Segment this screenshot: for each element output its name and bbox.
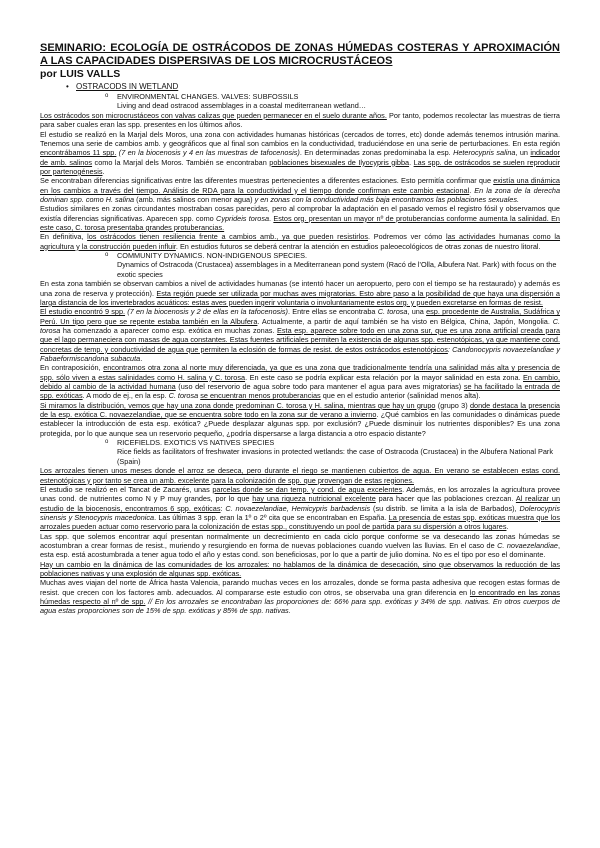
text-run: lo encontrado en las zonas húmedas respecto al nº de spp.	[40, 587, 560, 607]
bullet-dot-icon: •	[66, 82, 69, 91]
text-run: C. novaezelandiae	[497, 541, 558, 550]
text-run: Las spp. que solemos encontrar aquí presentan normalmente un decrecimiento en cada ciclo porque conforme se va desecando las zonas húmedas se acostumbran a crear formas de resist., muriendo y resurgiendo en forma de nuevas poblaciones cuando vuelven las lluvias. En el caso de	[40, 531, 560, 550]
text-run: El estudio se realizó en la Marjal dels Moros, una zona con actividades humanas históricas (cercados de torres, etc) donde además tenemos intrusión marina. Tenemos una serie de cambios amb. y geográficos que al final son cambios en la conductividad, traduciéndose en una serie de perturbaciones. En esta región	[40, 129, 560, 148]
text-run: . En estudios futuros se deberá centrar la atención en estudios paleoecológicos de otras zonas de nuestro litoral.	[175, 241, 541, 251]
paragraph	[40, 532, 560, 560]
text-run: . Las últimas 3 spp. eran la 1º o 2º cita que se encontraban en España.	[154, 512, 389, 522]
text-run: . Además, en los arrozales la agricultura provee unas cond. de nutrientes como N y P muy grandes, por lo que	[40, 484, 560, 504]
text-run: Heterocypris salina	[453, 148, 516, 158]
subsection-reference: Rice fields as facilitators of freshwater invasions in protected wetlands: the case of Ostracoda (Crustacea) in the Albufera National Park (Spain)	[117, 447, 553, 466]
text-run: , una	[407, 307, 427, 317]
text-run: El estudio se realizó en el Tancat de Zacarés, unas	[40, 484, 213, 494]
text-run: . En determinadas zonas predominaba la esp.	[299, 148, 454, 158]
text-run: Se encontraban diferencias significativas entre las diferentes muestras pertenecientes a diferentes estaciones. Esto permitía confirmar que	[40, 176, 494, 186]
author-line: por LUIS VALLS	[40, 68, 121, 80]
text-run: . Actualmente, a partir de aquí también se ha visto en Bélgica, China, Japón, Mongolia.	[257, 316, 553, 326]
section-bullet-wetland	[40, 82, 560, 92]
text-run: C. novaezelandiae, Hemicypris barbadensis	[225, 503, 371, 513]
text-run: . Podremos ver cómo	[368, 232, 446, 242]
text-run: , esta esp. está acostumbrada a tener agua todo el año y estas cond. son beneficiosas, por lo que a partir de julio domina. No es el tipo por eso el dominante.	[40, 541, 560, 560]
subsection-heading-label: ENVIRONMENTAL CHANGES. VALVES: SUBFOSSILS	[117, 92, 299, 101]
text-run: y en zonas con la conductividad más baja encontramos las poblaciones sexuales.	[254, 194, 520, 204]
text-run: :	[220, 503, 226, 513]
text-run: . ¿Qué cambios en las comunidades o dinámicas puede establecer la introducción de esta esp. exótica? ¿Puede desplazar algunas spp. por exclusión? ¿Puede disminuir los nutrientes disponibles? Es una zona protegida, por lo que aunque sea un reservorio pequeño, ¿podría dispersarse a larga distancia a otro espacio distante?	[40, 410, 560, 438]
text-run: .	[409, 157, 414, 167]
text-run: : Candonocypris novaezelandiae y Fabaeformiscandona subacuta	[40, 344, 560, 363]
paragraph	[40, 204, 560, 232]
text-run: donde destaca la presencia de la esp. exótica C. novaezelandiae, que se encuentra sobre todo en la zona sur de verano a invierno	[40, 400, 560, 419]
subsection-heading-label: RICEFIELDS. EXOTICS VS NATIVES SPECIES	[117, 438, 275, 448]
text-run: .	[506, 522, 509, 532]
text-run: C. torosa	[377, 307, 408, 317]
text-run: Esta esp. aparece sobre todo en una zona sur, que es una zona artificial creada para que el lago permaneciera con masas de agua constantes. Estas fuentes artificiales permiten la existencia de algunas spp. estenotópicas, ya que mantiene cond. concretas de temp. y conductividad de agua que permiten la eclosión de formas de resist. de estos ostrácodos estenotópicos	[40, 325, 561, 354]
text-run: .	[269, 213, 274, 223]
text-run: esp. procedente de Australia, Sudáfrica y Perú. Un tipo pero que se repente estaba también en la Albufera	[40, 307, 560, 326]
text-run: Si miramos la distribución, vemos que hay una zona donde predominan C. torosa y H. salina, mientras que hay un grupo	[40, 400, 436, 410]
bullet-label: OSTRACODS IN WETLAND	[76, 82, 179, 91]
text-run: ha comenzado a aparecer como esp. exótica en muchas zonas.	[60, 325, 278, 335]
section2-paragraphs	[40, 279, 560, 438]
section1-paragraphs	[40, 111, 560, 251]
text-run: poblaciones bisexuales de Ilyocypris gibba	[269, 157, 410, 167]
text-run: En definitiva,	[40, 232, 88, 242]
text-run: Estos org. presentan un mayor nº de protuberancias conforme aumenta la salinidad. En este caso, C. torosa presentaba grandes protuberancias.	[40, 213, 560, 232]
paragraph	[40, 111, 560, 130]
text-run: Esta región puede ser utilizada por muchas aves migratorias. Esto abre paso a la posibilidad de que haya una dispersión a larga distancia de los invertebrados acuáticos: estas aves pueden ingerir voluntaria o involuntariamente estos org. y pueden excretarse en formas de resist.	[40, 288, 560, 307]
text-run: Hay un cambio en la dinámica de las comunidades de los arrozales: no hablamos de la dinámica de desecación, sino que observamos la reducción de las poblaciones nativas y una explosión de algunas spp. exóticas.	[40, 559, 560, 579]
subsection-heading-environmental	[40, 92, 560, 101]
text-run: que en el estudio anterior (salinidad menos alta).	[320, 391, 481, 401]
subsection-heading-label: COMMUNITY DYNAMICS. NON-INDIGENOUS SPECIES.	[117, 250, 308, 260]
text-run: encontramos otra zona al norte muy diferenciada, ya que es una zona que tradicionalmente tendría una salinidad más alta y presencia de spp. sólo viven a estas salinidades como H. salina y C. torosa	[40, 363, 560, 382]
text-run: En contraposición,	[40, 363, 104, 373]
text-run: Los ostrácodos son microcrustáceos con valvas calizas que pueden permanecer en el suelo durante años.	[40, 110, 387, 120]
text-run: parcelas donde se dan temp. y cond. de agua excelentes	[212, 484, 403, 494]
paragraph	[40, 232, 560, 251]
text-run: indicador de amb. salinos	[40, 148, 560, 167]
text-run: .	[140, 353, 143, 363]
text-run: Dolerocypris sinensis y Stenocypris macedonica	[40, 503, 560, 522]
text-run: (7 en la biocenosis y 4 en las muestras de tafocenosis)	[116, 148, 300, 158]
text-run: se ha facilitado la entrada de spp. exóticas	[40, 381, 560, 401]
text-run: // En los arrozales se encontraban las proporciones de: 66% para spp. exóticas y 34% de spp. nativas. En otros cuerpos de agua estas proporciones son de 15% de spp. exóticas y 85% de spp. nativas.	[40, 597, 561, 616]
text-run: (uso del reservorio de agua sobre todo para mantener el agua para aves migratorias)	[175, 381, 464, 391]
text-run: . Entre ellas se encontraba	[287, 307, 378, 317]
text-run: La presencia de estas spp. exóticas muestra que los arrozales pueden actuar como reservorio para la colonización de estas spp., constituyendo un pool de partida para su dispersión a otros lugares	[40, 512, 561, 532]
paragraph	[40, 279, 560, 307]
text-run: En la zona de la derecha dominan spp. como H. salina	[40, 185, 560, 204]
text-run: Al realizar un estudio de la biocenosis, encontramos 6 spp. exóticas	[40, 494, 561, 513]
section3-paragraphs	[40, 466, 560, 616]
subsection-heading-ricefields	[40, 438, 560, 447]
text-run: Cyprideis torosa	[216, 213, 270, 223]
text-run: (grupo 3)	[435, 400, 470, 410]
text-run: (7 en la biocenosis y 2 de ellas en la tafocenosis)	[125, 307, 288, 317]
paragraph	[40, 130, 560, 177]
text-run: Las spp. de ostrácodos se suelen reproducir por partenogénesis	[40, 157, 560, 176]
bullet-circle-icon: o	[105, 439, 109, 446]
text-run: se encuentran menos protuberancias	[200, 391, 321, 401]
text-run: para hacer que las poblaciones crezcan.	[375, 494, 516, 504]
text-run: Los arrozales tienen unos meses donde el arroz se deseca, pero durante el riego se mantienen cubiertos de agua. En verano se establecen estas cond. estenotópicas y por tanto se crea un amb. excelente para la colonización de spp. que provengan de estas regiones.	[40, 466, 560, 485]
text-run: , un	[515, 148, 531, 158]
text-run: El estudio encontró 9 spp.	[40, 307, 126, 317]
text-run: encontrábamos 11 spp.	[40, 148, 117, 158]
paragraph	[40, 401, 560, 438]
paragraph	[40, 466, 560, 485]
text-run: como la Marjal dels Moros. También se encontraban	[92, 157, 270, 167]
text-run: existía una dinámica en los cambios a través del tiempo. Análisis de RDA para la conductividad y el tiempo donde confirman este cambio estacional	[40, 176, 560, 195]
text-run: (su distrib. se limita a la isla de Barbados),	[370, 503, 520, 513]
text-run: C. torosa	[168, 391, 199, 401]
text-run: C. torosa	[40, 316, 561, 335]
paragraph	[40, 578, 560, 615]
text-run: En esta zona también se observan cambios a nivel de actividades humanas (se intentó hacer un aeropuerto, pero con el tiempo se ha restaurado) y además es una zona de reserva y protección).	[40, 279, 560, 298]
subsection-reference: Dynamics of Ostracoda (Crustacea) assemblages in a Mediterranean pond system (Racó de l'Olla, Albufera Nat. Park) with focus on the exotic species	[117, 260, 557, 279]
text-run: Por tanto, podemos recolectar las muestras de tierra para saber cuales eran las spp. presentes en los últimos años.	[40, 110, 560, 130]
text-run: los ostrácodos tienen resiliencia frente a cambios amb., ya que pueden resistirlos	[87, 232, 368, 242]
paragraph	[40, 485, 560, 532]
paragraph	[40, 176, 560, 204]
bullet-circle-icon: o	[105, 251, 109, 258]
text-run: . A modo de ej., en la esp.	[82, 391, 169, 401]
paragraph	[40, 560, 560, 579]
paragraph	[40, 307, 560, 363]
text-run: Muchas aves viajan del norte de África hasta Valencia, parando muchas veces en los arrozales, donde se forma pasta adhesiva que recogen estas formas de resist. que crecen con los factores amb. adecuados. Al compararse este estudio con otros, se observaba una gran diferencia en	[40, 578, 560, 597]
bullet-circle-icon: o	[105, 93, 109, 99]
paragraph	[40, 363, 560, 400]
subsection-reference: Living and dead ostracod assemblages in a coastal mediterranean wetland…	[117, 101, 367, 111]
text-run: las actividades humanas como la agricultura y la construcción pueden influir	[40, 232, 561, 251]
text-run: En cambio, debido al cambio de la actividad humana	[40, 372, 560, 391]
text-run: (amb. más salinos con menor agua)	[134, 194, 255, 204]
text-run: .	[102, 166, 105, 176]
document-title: SEMINARIO: ECOLOGÍA DE OSTRÁCODOS DE ZONAS HÚMEDAS COSTERAS Y APROXIMACIÓN A LAS CAPACIDADES DISPERSIVAS DE LOS MICROCRUSTÁCEOS	[40, 42, 560, 67]
text-run: Estudios similares en zonas circundantes mostraban cosas parecidas, pero al comprobar la adaptación en el pasado vemos el registro fósil y observamos que existía diferencias significativas. Aparecen spp. como	[40, 204, 560, 223]
text-run: hay una riqueza nutricional excelente	[252, 494, 376, 504]
text-run: . En este caso se podría explicar esta relación por la mayor salinidad en esta zona.	[245, 372, 524, 382]
subsection-heading-community	[40, 251, 560, 260]
text-run: .	[469, 185, 475, 195]
